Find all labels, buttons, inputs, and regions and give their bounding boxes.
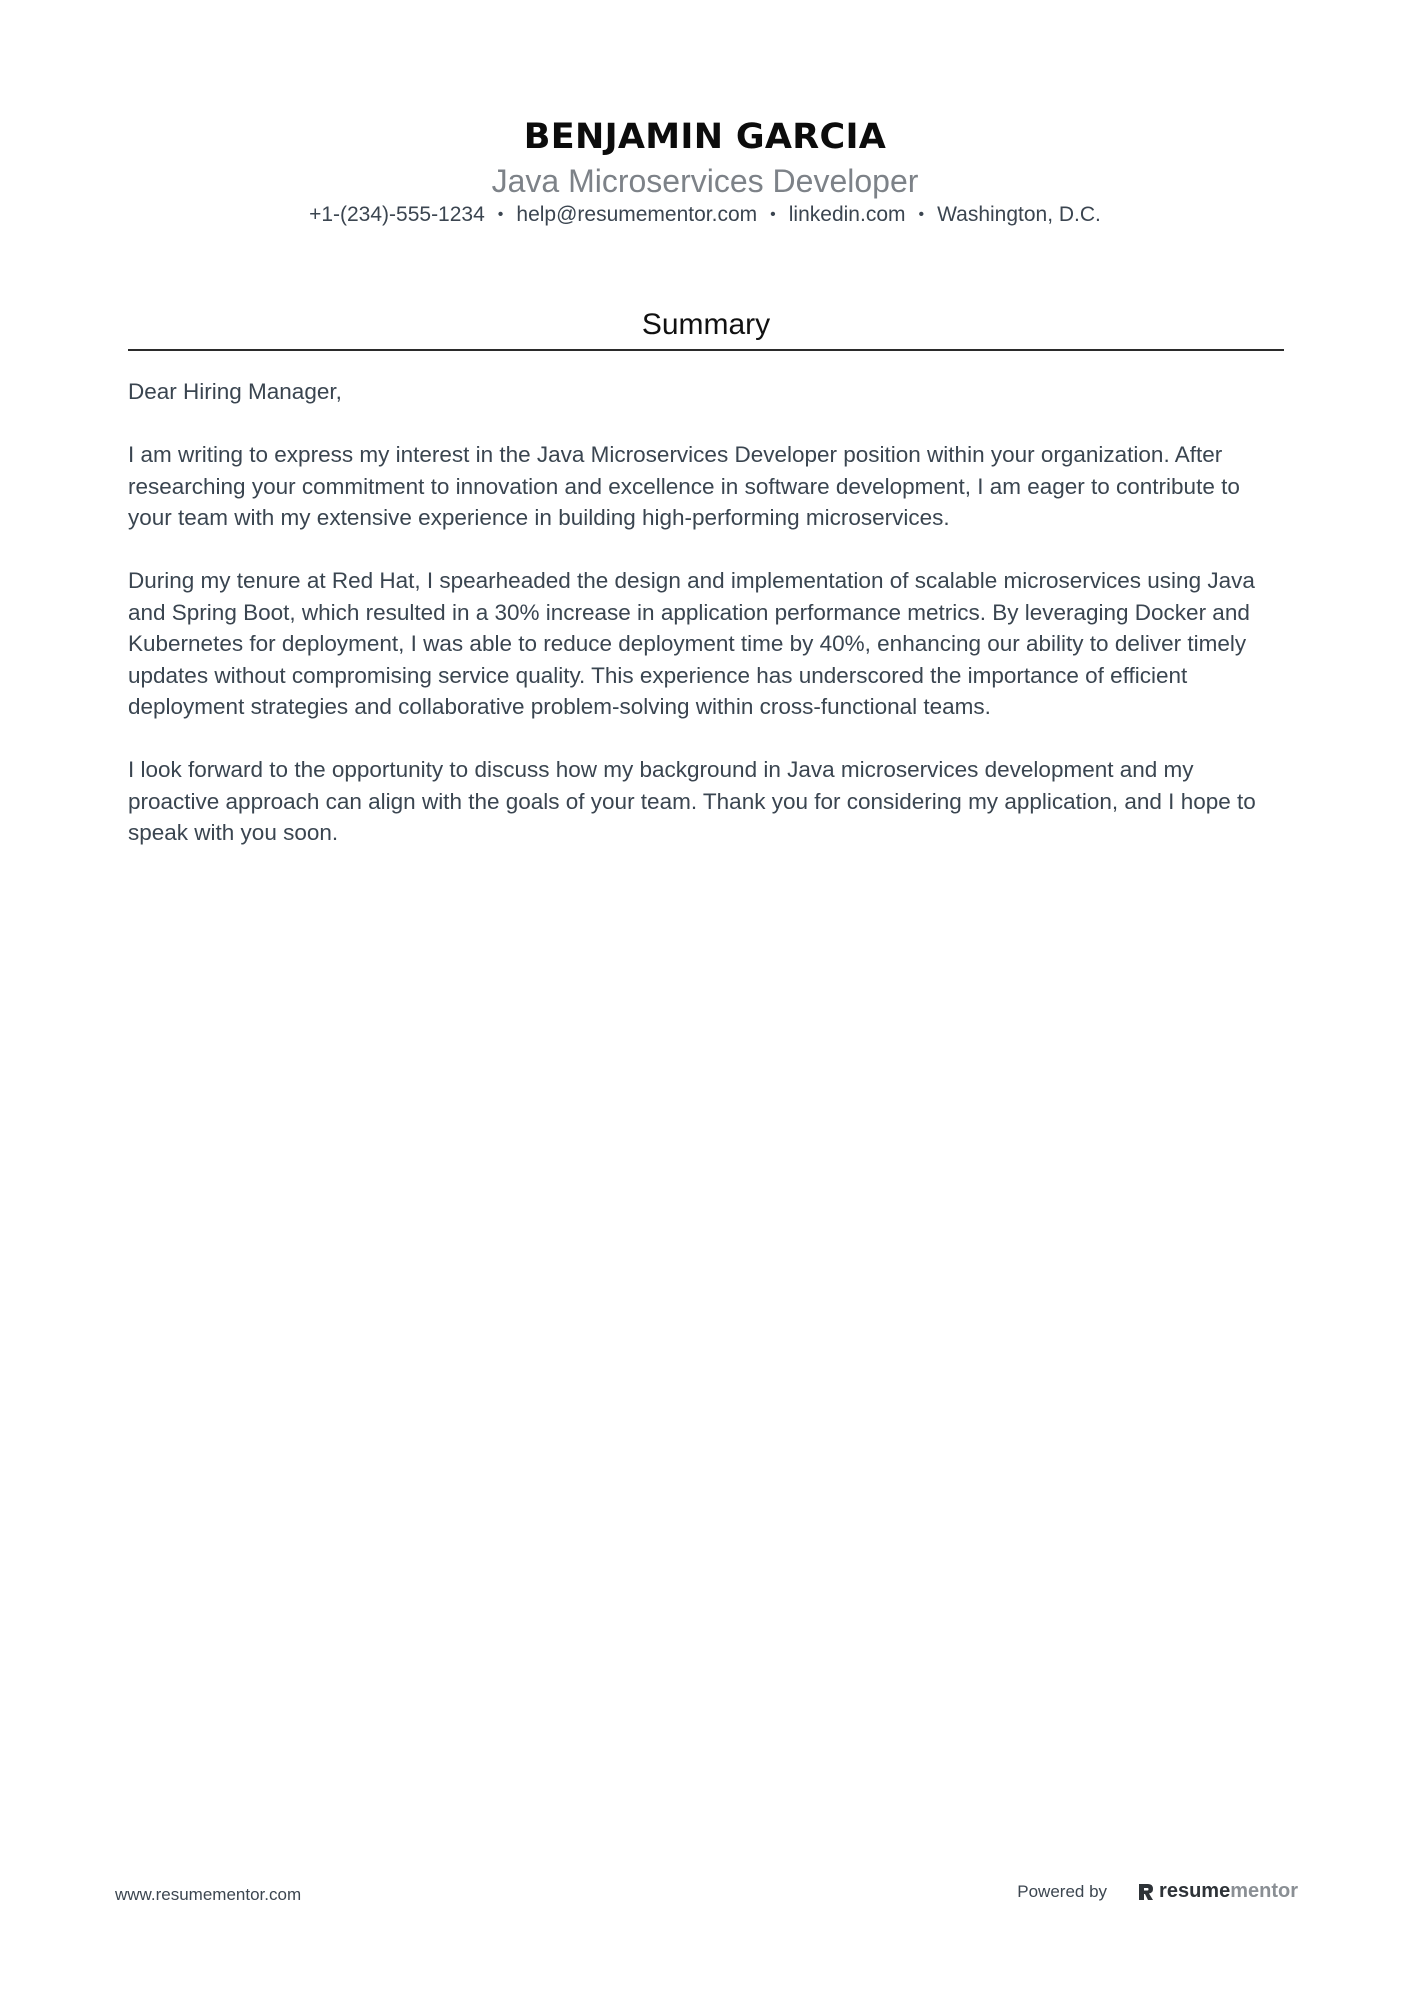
- letter-paragraph: I am writing to express my interest in the Java Microservices Developer position within your organization. After researching your commitment to innovation and excellence in software development, I am eager to contribute to your team with my extensive experience in building high-performing microservices.: [128, 442, 1240, 530]
- contact-linkedin[interactable]: linkedin.com: [788, 203, 906, 226]
- section-title-summary: Summary: [641, 308, 771, 341]
- brand-name-part2: mentor: [1230, 1880, 1298, 1902]
- letter-salutation: Dear Hiring Manager,: [128, 379, 342, 404]
- brand-name-part1: resume: [1159, 1880, 1231, 1902]
- footer-branding: [1017, 1880, 1298, 1903]
- contact-phone: +1-(234)-555-1234: [309, 203, 485, 226]
- section-divider: [128, 349, 1284, 351]
- powered-by-label: Powered by: [1017, 1881, 1108, 1901]
- contact-separator: •: [497, 206, 504, 223]
- letter-body: [128, 376, 1288, 880]
- resumementor-logo-icon: [1137, 1882, 1155, 1902]
- footer-website-link[interactable]: www.resumementor.com: [115, 1885, 302, 1904]
- letter-paragraph: I look forward to the opportunity to discuss how my background in Java microservices development and my proactive approach can align with the goals of your team. Thank you for considering my application, and I hope to speak with you soon.: [128, 757, 1256, 845]
- contact-separator: •: [770, 206, 776, 223]
- job-title: Java Microservices Developer: [491, 163, 919, 199]
- resume-header: [0, 112, 1410, 230]
- contact-location: Washington, D.C.: [937, 203, 1101, 226]
- letter-paragraph: During my tenure at Red Hat, I spearheaded the design and implementation of scalable microservices using Java and Spring Boot, which resulted in a 30% increase in application performance metrics. By leveraging Docker and Kubernetes for deployment, I was able to reduce deployment time by 40%, enhancing our ability to deliver timely updates without compromising service quality. This experience has underscored the importance of efficient deployment strategies and collaborative problem-solving within cross-functional teams.: [128, 568, 1255, 719]
- contact-email[interactable]: help@resumementor.com: [516, 203, 758, 226]
- contact-line: [0, 200, 1410, 230]
- brand-logo-link[interactable]: [1137, 1880, 1298, 1903]
- contact-separator: •: [918, 206, 925, 223]
- candidate-name: BENJAMIN GARCIA: [523, 117, 887, 157]
